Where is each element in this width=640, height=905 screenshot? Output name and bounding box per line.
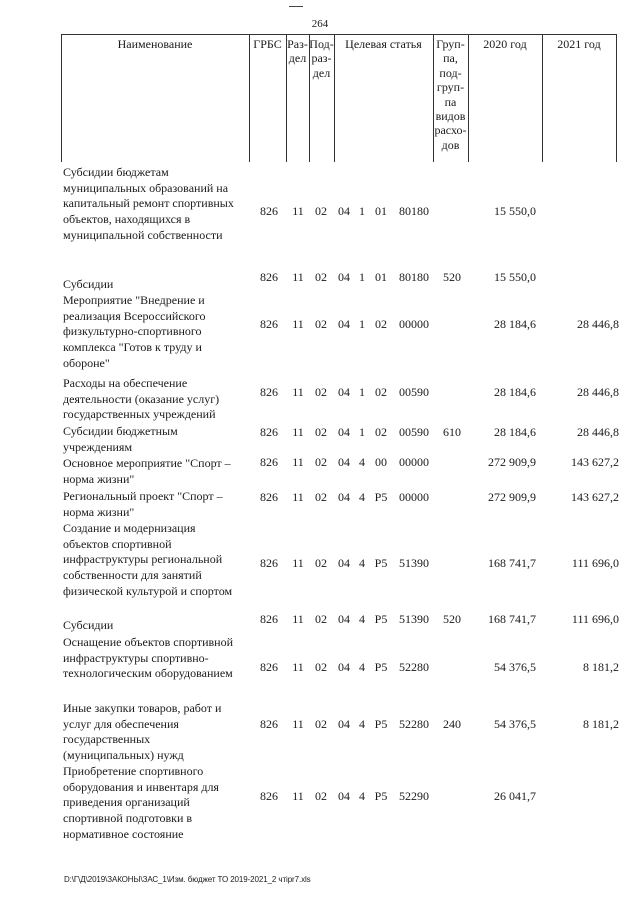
cell-razdel: 11 bbox=[292, 490, 304, 504]
cell-grbs: 826 bbox=[260, 204, 278, 218]
cell-razdel: 11 bbox=[292, 789, 304, 803]
cell-grbs: 826 bbox=[260, 490, 278, 504]
cell-target-part2: 4 bbox=[359, 660, 365, 674]
cell-target-part2: 4 bbox=[359, 612, 365, 626]
cell-expense-group: 520 bbox=[443, 270, 461, 284]
cell-target-part2: 4 bbox=[359, 717, 365, 731]
cell-podrazdel: 02 bbox=[315, 556, 327, 570]
cell-target-part1: 04 bbox=[338, 789, 350, 803]
cell-target-part4: 51390 bbox=[399, 556, 429, 570]
cell-grbs: 826 bbox=[260, 385, 278, 399]
cell-podrazdel: 02 bbox=[315, 490, 327, 504]
cell-target-part1: 04 bbox=[338, 490, 350, 504]
cell-razdel: 11 bbox=[292, 556, 304, 570]
cell-target-part4: 80180 bbox=[399, 204, 429, 218]
cell-razdel: 11 bbox=[292, 425, 304, 439]
row-name: Субсидии bbox=[63, 618, 114, 632]
cell-razdel: 11 bbox=[292, 317, 304, 331]
cell-podrazdel: 02 bbox=[315, 660, 327, 674]
cell-target-part1: 04 bbox=[338, 385, 350, 399]
cell-target-part3: P5 bbox=[374, 490, 388, 504]
header-razdel: Раз- дел bbox=[287, 37, 308, 66]
cell-razdel: 11 bbox=[292, 660, 304, 674]
cell-grbs: 826 bbox=[260, 270, 278, 284]
cell-razdel: 11 bbox=[292, 717, 304, 731]
cell-target-part2: 4 bbox=[359, 455, 365, 469]
cell-podrazdel: 02 bbox=[315, 270, 327, 284]
cell-target-part2: 4 bbox=[359, 789, 365, 803]
row-name: Основное мероприятие "Спорт – норма жизни" bbox=[63, 456, 231, 486]
header-group: Груп- па, под- груп- па видов расхо- дов bbox=[434, 37, 467, 152]
header-target: Целевая статья bbox=[345, 37, 422, 51]
cell-amount-2021: 143 627,2 bbox=[571, 455, 619, 469]
cell-amount-2021: 111 696,0 bbox=[571, 556, 619, 570]
cell-razdel: 11 bbox=[292, 385, 304, 399]
row-name: Субсидии bbox=[63, 277, 114, 291]
cell-podrazdel: 02 bbox=[315, 455, 327, 469]
cell-grbs: 826 bbox=[260, 789, 278, 803]
cell-amount-2020: 15 550,0 bbox=[494, 204, 536, 218]
cell-grbs: 826 bbox=[260, 660, 278, 674]
cell-amount-2020: 28 184,6 bbox=[494, 385, 536, 399]
cell-amount-2020: 272 909,9 bbox=[488, 455, 536, 469]
row-name: Расходы на обеспечение деятельности (оказание услуг) государственных учреждений bbox=[63, 376, 220, 422]
footer-file-path: D:\Г\Д\2019\ЗАКОНЫ\ЗАС_1\Изм. бюджет ТО 2019-2021_2 чтіpr7.xls bbox=[64, 875, 311, 884]
page-number: 264 bbox=[311, 18, 329, 30]
cell-expense-group: 610 bbox=[443, 425, 461, 439]
row-name: Оснащение объектов спортивной инфраструктуры спортивно- технологическим оборудованием bbox=[63, 635, 234, 681]
cell-amount-2020: 54 376,5 bbox=[494, 717, 536, 731]
cell-target-part1: 04 bbox=[338, 556, 350, 570]
cell-target-part3: 01 bbox=[375, 204, 387, 218]
cell-target-part1: 04 bbox=[338, 425, 350, 439]
cell-podrazdel: 02 bbox=[315, 717, 327, 731]
cell-amount-2020: 26 041,7 bbox=[494, 789, 536, 803]
row-name: Субсидии бюджетам муниципальных образований на капитальный ремонт спортивных объектов, находящихся в муниципальной собственности bbox=[63, 165, 234, 242]
cell-amount-2020: 15 550,0 bbox=[494, 270, 536, 284]
cell-amount-2021: 28 446,8 bbox=[577, 425, 619, 439]
cell-target-part3: 00 bbox=[375, 455, 387, 469]
row-name: Мероприятие "Внедрение и реализация Всероссийского физкультурно-спортивного комплекса "Готов к труду и обороне" bbox=[63, 293, 206, 370]
cell-target-part4: 52280 bbox=[399, 660, 429, 674]
cell-target-part2: 4 bbox=[359, 556, 365, 570]
header-name: Наименование bbox=[117, 37, 193, 51]
cell-target-part4: 00000 bbox=[399, 317, 429, 331]
cell-target-part4: 52290 bbox=[399, 789, 429, 803]
cell-target-part1: 04 bbox=[338, 317, 350, 331]
cell-target-part3: 02 bbox=[375, 317, 387, 331]
header-2020: 2020 год bbox=[483, 37, 527, 51]
cell-amount-2021: 8 181,2 bbox=[583, 717, 619, 731]
table-header bbox=[61, 34, 617, 162]
cell-amount-2020: 54 376,5 bbox=[494, 660, 536, 674]
cell-podrazdel: 02 bbox=[315, 204, 327, 218]
row-name: Создание и модернизация объектов спортивной инфраструктуры региональной собственности для занятий физической культурой и спортом bbox=[63, 521, 233, 598]
cell-grbs: 826 bbox=[260, 556, 278, 570]
cell-podrazdel: 02 bbox=[315, 317, 327, 331]
cell-amount-2020: 272 909,9 bbox=[488, 490, 536, 504]
cell-target-part1: 04 bbox=[338, 455, 350, 469]
cell-grbs: 826 bbox=[260, 612, 278, 626]
cell-amount-2021: 28 446,8 bbox=[577, 317, 619, 331]
cell-target-part4: 00590 bbox=[399, 425, 429, 439]
cell-razdel: 11 bbox=[292, 612, 304, 626]
cell-target-part1: 04 bbox=[338, 717, 350, 731]
cell-razdel: 11 bbox=[292, 455, 304, 469]
cell-target-part1: 04 bbox=[338, 204, 350, 218]
cell-target-part2: 1 bbox=[359, 270, 365, 284]
row-name: Приобретение спортивного оборудования и инвентаря для приведения организаций спортивной подготовки в нормативное состояние bbox=[63, 764, 219, 841]
cell-amount-2021: 143 627,2 bbox=[571, 490, 619, 504]
cell-grbs: 826 bbox=[260, 455, 278, 469]
cell-razdel: 11 bbox=[292, 204, 304, 218]
header-podrazdel: Под- раз- дел bbox=[309, 37, 334, 80]
cell-target-part3: 01 bbox=[375, 270, 387, 284]
cell-target-part2: 1 bbox=[359, 317, 365, 331]
cell-target-part3: P5 bbox=[374, 660, 388, 674]
cell-grbs: 826 bbox=[260, 317, 278, 331]
cell-podrazdel: 02 bbox=[315, 385, 327, 399]
cell-target-part2: 4 bbox=[359, 490, 365, 504]
cell-target-part2: 1 bbox=[359, 425, 365, 439]
cell-grbs: 826 bbox=[260, 717, 278, 731]
cell-razdel: 11 bbox=[292, 270, 304, 284]
cell-target-part4: 00000 bbox=[399, 490, 429, 504]
cell-expense-group: 240 bbox=[443, 717, 461, 731]
cell-amount-2020: 28 184,6 bbox=[494, 317, 536, 331]
cell-expense-group: 520 bbox=[443, 612, 461, 626]
cell-target-part4: 52280 bbox=[399, 717, 429, 731]
cell-target-part3: P5 bbox=[374, 717, 388, 731]
cell-target-part3: P5 bbox=[374, 789, 388, 803]
top-mark bbox=[289, 6, 303, 7]
cell-target-part4: 80180 bbox=[399, 270, 429, 284]
cell-amount-2020: 28 184,6 bbox=[494, 425, 536, 439]
cell-target-part3: P5 bbox=[374, 612, 388, 626]
header-grbs: ГРБС bbox=[253, 37, 282, 51]
cell-amount-2021: 8 181,2 bbox=[583, 660, 619, 674]
cell-target-part1: 04 bbox=[338, 612, 350, 626]
row-name: Иные закупки товаров, работ и услуг для обеспечения государственных (муниципальных) нужд bbox=[63, 701, 222, 763]
cell-target-part4: 00590 bbox=[399, 385, 429, 399]
row-name: Региональный проект "Спорт – норма жизни" bbox=[63, 489, 223, 519]
cell-target-part1: 04 bbox=[338, 270, 350, 284]
cell-amount-2020: 168 741,7 bbox=[488, 556, 536, 570]
cell-target-part4: 51390 bbox=[399, 612, 429, 626]
cell-amount-2021: 28 446,8 bbox=[577, 385, 619, 399]
cell-podrazdel: 02 bbox=[315, 789, 327, 803]
cell-target-part1: 04 bbox=[338, 660, 350, 674]
cell-amount-2021: 111 696,0 bbox=[571, 612, 619, 626]
cell-target-part3: P5 bbox=[374, 556, 388, 570]
cell-target-part3: 02 bbox=[375, 425, 387, 439]
cell-target-part4: 00000 bbox=[399, 455, 429, 469]
cell-target-part2: 1 bbox=[359, 385, 365, 399]
cell-podrazdel: 02 bbox=[315, 612, 327, 626]
cell-podrazdel: 02 bbox=[315, 425, 327, 439]
header-2021: 2021 год bbox=[557, 37, 601, 51]
row-name: Субсидии бюджетным учреждениям bbox=[63, 424, 178, 454]
cell-amount-2020: 168 741,7 bbox=[488, 612, 536, 626]
cell-target-part3: 02 bbox=[375, 385, 387, 399]
cell-target-part2: 1 bbox=[359, 204, 365, 218]
cell-grbs: 826 bbox=[260, 425, 278, 439]
